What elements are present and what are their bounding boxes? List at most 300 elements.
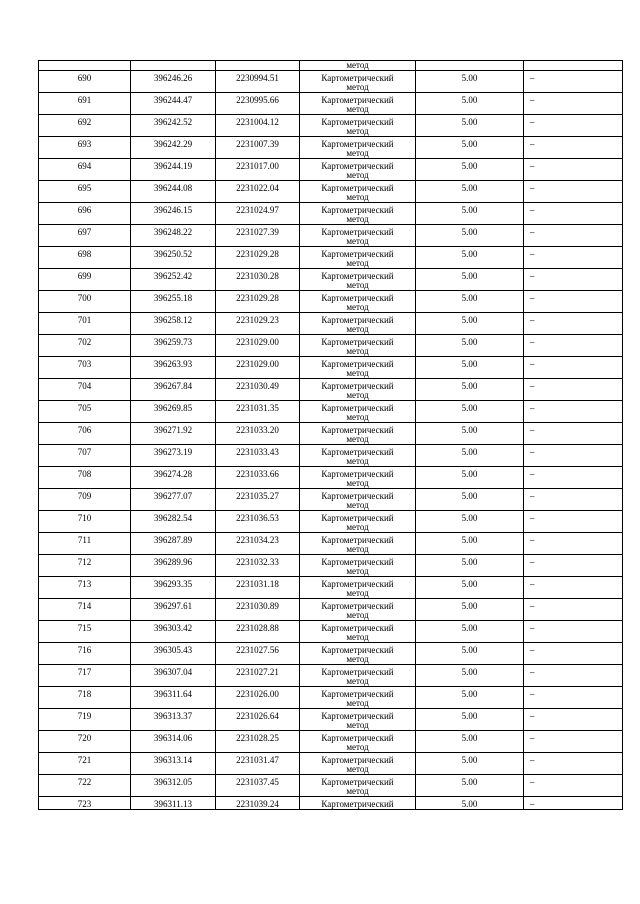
- method-continuation: метод: [346, 60, 369, 70]
- cell-description: [524, 401, 623, 423]
- cell-description: [524, 621, 623, 643]
- method-line-2: метод: [346, 324, 369, 334]
- cell-x-text: 396311.13: [154, 799, 192, 809]
- cell-description: [524, 93, 623, 115]
- cell-number: [39, 599, 131, 621]
- cell-x: [131, 731, 216, 753]
- cell-number: [39, 753, 131, 775]
- cell-y-text: 2231022.04: [236, 183, 279, 193]
- cell-accuracy-text: 5.00: [461, 601, 478, 611]
- cell-x: [131, 115, 216, 137]
- cell-method: [300, 621, 416, 643]
- method-line-1: Картометрический: [321, 579, 394, 589]
- cell-x-text: 396303.42: [153, 623, 193, 633]
- method-line-2: метод: [346, 170, 369, 180]
- cell-description-text: –: [530, 95, 535, 105]
- cell-number-text: 695: [77, 183, 92, 193]
- cell-description-text: –: [530, 579, 535, 589]
- cell-number: [39, 313, 131, 335]
- cell-method: [300, 61, 416, 71]
- cell-description-text: –: [530, 425, 535, 435]
- cell-description: [524, 291, 623, 313]
- cell-number-text: 704: [77, 381, 92, 391]
- cell-accuracy: [416, 489, 524, 511]
- cell-x-text: 396273.19: [153, 447, 193, 457]
- cell-x-text: 396314.06: [153, 733, 193, 743]
- method-line-2: метод: [346, 478, 369, 488]
- cell-description-text: –: [530, 359, 535, 369]
- cell-description: [524, 665, 623, 687]
- cell-accuracy: [416, 225, 524, 247]
- cell-description-text: –: [530, 315, 535, 325]
- cell-number: [39, 181, 131, 203]
- cell-y: [216, 379, 300, 401]
- cell-x: [131, 379, 216, 401]
- cell-y: [216, 511, 300, 533]
- cell-number-text: 723: [77, 799, 92, 809]
- cell-x: [131, 61, 216, 71]
- cell-y-text: 2231029.28: [236, 293, 279, 303]
- cell-method: [300, 137, 416, 159]
- cell-y-text: 2230995.66: [236, 95, 279, 105]
- method-line-1: Картометрический: [321, 777, 394, 787]
- cell-method: [300, 489, 416, 511]
- cell-method: [300, 269, 416, 291]
- cell-x: [131, 247, 216, 269]
- cell-y: [216, 313, 300, 335]
- cell-description-text: –: [530, 667, 535, 677]
- cell-y-text: 2231033.20: [236, 425, 279, 435]
- cell-y-text: 2231031.35: [236, 403, 279, 413]
- cell-method: [300, 665, 416, 687]
- cell-method: [300, 423, 416, 445]
- cell-accuracy-text: 5.00: [461, 535, 478, 545]
- cell-x: [131, 577, 216, 599]
- cell-number: [39, 71, 131, 93]
- cell-accuracy-text: 5.00: [461, 469, 478, 479]
- cell-x-text: 396244.47: [153, 95, 193, 105]
- cell-description-text: –: [530, 381, 535, 391]
- method-line-2: метод: [346, 588, 369, 598]
- cell-description: [524, 445, 623, 467]
- cell-accuracy-text: 5.00: [461, 711, 478, 721]
- cell-x: [131, 225, 216, 247]
- method-line-1: Картометрический: [321, 359, 394, 369]
- method-line-1: Картометрический: [321, 689, 394, 699]
- cell-description: [524, 357, 623, 379]
- cell-description-text: –: [530, 271, 535, 281]
- cell-x-text: 396313.37: [153, 711, 193, 721]
- cell-number: [39, 709, 131, 731]
- table-row: [39, 467, 623, 489]
- cell-method: [300, 71, 416, 93]
- cell-y-text: 2231031.18: [236, 579, 279, 589]
- cell-method: [300, 577, 416, 599]
- method-line-2: метод: [346, 544, 369, 554]
- cell-number: [39, 621, 131, 643]
- cell-y-text: 2231028.25: [236, 733, 279, 743]
- cell-accuracy: [416, 61, 524, 71]
- cell-accuracy-text: 5.00: [461, 337, 478, 347]
- cell-description-text: –: [530, 711, 535, 721]
- cell-description: [524, 489, 623, 511]
- cell-description-text: –: [530, 777, 535, 787]
- method-line-2: метод: [346, 302, 369, 312]
- cell-accuracy: [416, 115, 524, 137]
- method-line-1: Картометрический: [321, 645, 394, 655]
- cell-y: [216, 533, 300, 555]
- cell-y-text: 2231017.00: [236, 161, 279, 171]
- cell-y: [216, 269, 300, 291]
- cell-x: [131, 357, 216, 379]
- cell-y-text: 2231028.88: [236, 623, 279, 633]
- cell-y: [216, 731, 300, 753]
- cell-accuracy: [416, 753, 524, 775]
- cell-accuracy-text: 5.00: [461, 205, 478, 215]
- cell-accuracy-text: 5.00: [461, 139, 478, 149]
- cell-accuracy-text: 5.00: [461, 183, 478, 193]
- cell-description-text: –: [530, 205, 535, 215]
- cell-description: [524, 115, 623, 137]
- cell-accuracy-text: 5.00: [461, 117, 478, 127]
- cell-method: [300, 687, 416, 709]
- cell-y: [216, 643, 300, 665]
- cell-accuracy-text: 5.00: [461, 249, 478, 259]
- cell-number: [39, 225, 131, 247]
- cell-method: [300, 445, 416, 467]
- cell-x-text: 396282.54: [153, 513, 193, 523]
- cell-accuracy: [416, 335, 524, 357]
- cell-method: [300, 709, 416, 731]
- cell-description-text: –: [530, 227, 535, 237]
- cell-y-text: 2231024.97: [236, 205, 279, 215]
- method-line-2: метод: [346, 104, 369, 114]
- cell-number: [39, 445, 131, 467]
- method-line-2: метод: [346, 412, 369, 422]
- cell-description-text: –: [530, 733, 535, 743]
- cell-accuracy-text: 5.00: [461, 799, 478, 809]
- table-row: [39, 291, 623, 313]
- cell-number-text: 719: [77, 711, 92, 721]
- method-line-1: Картометрический: [321, 315, 394, 325]
- cell-y: [216, 445, 300, 467]
- cell-number-text: 701: [77, 315, 92, 325]
- method-line-2: метод: [346, 346, 369, 356]
- method-line-2: метод: [346, 390, 369, 400]
- cell-accuracy-text: 5.00: [461, 513, 478, 523]
- cell-accuracy-text: 5.00: [461, 227, 478, 237]
- cell-y-text: 2231035.27: [236, 491, 279, 501]
- cell-y-text: 2231029.00: [236, 359, 279, 369]
- cell-x-text: 396307.04: [153, 667, 193, 677]
- method-line-1: Картометрический: [321, 227, 394, 237]
- cell-x: [131, 643, 216, 665]
- cell-x: [131, 445, 216, 467]
- method-line-1: Картометрический: [321, 139, 394, 149]
- method-line-2: метод: [346, 698, 369, 708]
- cell-description: [524, 137, 623, 159]
- cell-number-text: 692: [77, 117, 92, 127]
- cell-number-text: 714: [77, 601, 92, 611]
- method-line-2: метод: [346, 764, 369, 774]
- cell-number-text: 711: [77, 535, 92, 545]
- cell-description-text: –: [530, 249, 535, 259]
- cell-description-text: –: [530, 799, 535, 809]
- method-line-1: Картометрический: [321, 557, 394, 567]
- cell-x-text: 396244.08: [153, 183, 193, 193]
- cell-number: [39, 797, 131, 810]
- cell-accuracy-text: 5.00: [461, 293, 478, 303]
- cell-number: [39, 203, 131, 225]
- cell-x: [131, 511, 216, 533]
- method-line-1: Картометрический: [321, 381, 394, 391]
- method-line-1: Картометрический: [321, 249, 394, 259]
- table-row: [39, 269, 623, 291]
- method-line-1: Картометрический: [321, 469, 394, 479]
- cell-x-text: 396242.29: [153, 139, 193, 149]
- cell-number-text: 713: [77, 579, 92, 589]
- cell-description: [524, 533, 623, 555]
- cell-method: [300, 291, 416, 313]
- cell-method: [300, 247, 416, 269]
- cell-accuracy: [416, 93, 524, 115]
- table-row: [39, 423, 623, 445]
- cell-accuracy: [416, 621, 524, 643]
- table-row: [39, 335, 623, 357]
- cell-y-text: 2231027.21: [236, 667, 279, 677]
- method-line-2: метод: [346, 126, 369, 136]
- cell-y-text: 2231027.56: [236, 645, 279, 655]
- cell-x: [131, 335, 216, 357]
- cell-number: [39, 643, 131, 665]
- cell-description-text: –: [530, 183, 535, 193]
- cell-number-text: 705: [77, 403, 92, 413]
- cell-accuracy-text: 5.00: [461, 645, 478, 655]
- cell-x-text: 396297.61: [153, 601, 193, 611]
- table-row: [39, 93, 623, 115]
- cell-accuracy: [416, 203, 524, 225]
- cell-y: [216, 599, 300, 621]
- cell-accuracy-text: 5.00: [461, 623, 478, 633]
- cell-y: [216, 225, 300, 247]
- cell-number-text: 722: [77, 777, 92, 787]
- cell-x-text: 396269.85: [153, 403, 193, 413]
- method-line-1: Картометрический: [321, 513, 394, 523]
- cell-number-text: 707: [77, 447, 92, 457]
- cell-description: [524, 731, 623, 753]
- table-row: [39, 247, 623, 269]
- cell-description-text: –: [530, 513, 535, 523]
- cell-y: [216, 489, 300, 511]
- method-line-1: Картометрический: [321, 183, 394, 193]
- cell-x-text: 396259.73: [153, 337, 193, 347]
- table-row: [39, 731, 623, 753]
- cell-number: [39, 577, 131, 599]
- method-line-1: Картометрический: [321, 755, 394, 765]
- cell-y: [216, 203, 300, 225]
- cell-description-text: –: [530, 535, 535, 545]
- method-line-2: метод: [346, 500, 369, 510]
- method-line-1: Картометрический: [321, 73, 394, 83]
- cell-accuracy: [416, 379, 524, 401]
- cell-description: [524, 71, 623, 93]
- cell-accuracy: [416, 269, 524, 291]
- continuation-row: [39, 61, 623, 71]
- cell-description-text: –: [530, 623, 535, 633]
- cell-description: [524, 511, 623, 533]
- cell-description: [524, 269, 623, 291]
- cell-accuracy-text: 5.00: [461, 447, 478, 457]
- cell-y: [216, 115, 300, 137]
- table-row: [39, 555, 623, 577]
- cell-number-text: 717: [77, 667, 92, 677]
- cell-accuracy-text: 5.00: [461, 95, 478, 105]
- cell-y-text: 2231033.43: [236, 447, 279, 457]
- cell-method: [300, 797, 416, 810]
- table-row: [39, 379, 623, 401]
- table-row: [39, 599, 623, 621]
- cell-y-text: 2231034.23: [236, 535, 279, 545]
- cell-description: [524, 555, 623, 577]
- cell-method: [300, 467, 416, 489]
- cell-number: [39, 93, 131, 115]
- cell-accuracy-text: 5.00: [461, 359, 478, 369]
- cell-number-text: 715: [77, 623, 92, 633]
- cell-description-text: –: [530, 755, 535, 765]
- cell-x-text: 396242.52: [153, 117, 193, 127]
- cell-accuracy: [416, 445, 524, 467]
- cell-y: [216, 159, 300, 181]
- cell-number: [39, 335, 131, 357]
- cell-y-text: 2231030.49: [236, 381, 279, 391]
- cell-method: [300, 159, 416, 181]
- cell-description: [524, 203, 623, 225]
- cell-accuracy-text: 5.00: [461, 271, 478, 281]
- cell-y: [216, 335, 300, 357]
- cell-number: [39, 115, 131, 137]
- cell-y-text: 2231026.00: [236, 689, 279, 699]
- cell-accuracy: [416, 313, 524, 335]
- table-row: [39, 709, 623, 731]
- cell-y: [216, 577, 300, 599]
- cell-y: [216, 621, 300, 643]
- cell-number-text: 709: [77, 491, 92, 501]
- table-row: [39, 401, 623, 423]
- cell-y-text: 2231004.12: [236, 117, 279, 127]
- cell-accuracy: [416, 665, 524, 687]
- cell-method: [300, 357, 416, 379]
- cell-description: [524, 423, 623, 445]
- cell-accuracy: [416, 401, 524, 423]
- method-line-1: Картометрический: [321, 733, 394, 743]
- method-line-2: метод: [346, 258, 369, 268]
- cell-description-text: –: [530, 403, 535, 413]
- cell-x-text: 396312.05: [153, 777, 193, 787]
- cell-y-text: 2231030.89: [236, 601, 279, 611]
- cell-number: [39, 61, 131, 71]
- cell-description-text: –: [530, 491, 535, 501]
- cell-x: [131, 709, 216, 731]
- cell-number: [39, 533, 131, 555]
- cell-x: [131, 665, 216, 687]
- cell-description-text: –: [530, 73, 535, 83]
- cell-number-text: 716: [77, 645, 92, 655]
- cell-x: [131, 203, 216, 225]
- table-row: [39, 203, 623, 225]
- cell-method: [300, 335, 416, 357]
- cell-method: [300, 225, 416, 247]
- table-row: [39, 71, 623, 93]
- method-line-2: метод: [346, 632, 369, 642]
- cell-y-text: 2231026.64: [236, 711, 279, 721]
- cell-accuracy: [416, 137, 524, 159]
- cell-description-text: –: [530, 293, 535, 303]
- cell-accuracy-text: 5.00: [461, 491, 478, 501]
- cell-y: [216, 401, 300, 423]
- cell-number: [39, 291, 131, 313]
- cell-accuracy: [416, 71, 524, 93]
- cell-description-text: –: [530, 117, 535, 127]
- cell-x: [131, 159, 216, 181]
- cell-y: [216, 665, 300, 687]
- cell-number: [39, 159, 131, 181]
- cell-x: [131, 181, 216, 203]
- cell-number-text: 706: [77, 425, 92, 435]
- cell-accuracy: [416, 775, 524, 797]
- cell-accuracy-text: 5.00: [461, 381, 478, 391]
- cell-x-text: 396248.22: [153, 227, 193, 237]
- cell-number: [39, 511, 131, 533]
- cell-y: [216, 357, 300, 379]
- method-line-1: Картометрический: [321, 425, 394, 435]
- cell-description: [524, 335, 623, 357]
- cell-y-text: 2231027.39: [236, 227, 279, 237]
- cell-description: [524, 797, 623, 810]
- cell-accuracy: [416, 709, 524, 731]
- cell-number: [39, 247, 131, 269]
- cell-x-text: 396274.28: [153, 469, 193, 479]
- cell-method: [300, 533, 416, 555]
- cell-x-text: 396246.26: [153, 73, 193, 83]
- cell-number-text: 691: [77, 95, 92, 105]
- cell-y: [216, 753, 300, 775]
- cell-number-text: 721: [77, 755, 92, 765]
- cell-x-text: 396244.19: [153, 161, 193, 171]
- method-line-2: метод: [346, 236, 369, 246]
- cell-number-text: 690: [77, 73, 92, 83]
- cell-description: [524, 313, 623, 335]
- cell-accuracy: [416, 533, 524, 555]
- cell-accuracy: [416, 159, 524, 181]
- cell-y: [216, 291, 300, 313]
- cell-number: [39, 357, 131, 379]
- cell-description: [524, 247, 623, 269]
- cell-x: [131, 489, 216, 511]
- cell-x-text: 396252.42: [153, 271, 193, 281]
- cell-y-text: 2231030.28: [236, 271, 279, 281]
- cell-number-text: 696: [77, 205, 92, 215]
- cell-y-text: 2231039.24: [236, 799, 279, 809]
- cell-x: [131, 797, 216, 810]
- cell-x: [131, 687, 216, 709]
- cell-number-text: 693: [77, 139, 92, 149]
- cell-number-text: 703: [77, 359, 92, 369]
- cell-accuracy-text: 5.00: [461, 557, 478, 567]
- cell-number-text: 699: [77, 271, 92, 281]
- method-line-1: Картометрический: [321, 271, 394, 281]
- cell-number: [39, 269, 131, 291]
- cell-x-text: 396277.07: [153, 491, 193, 501]
